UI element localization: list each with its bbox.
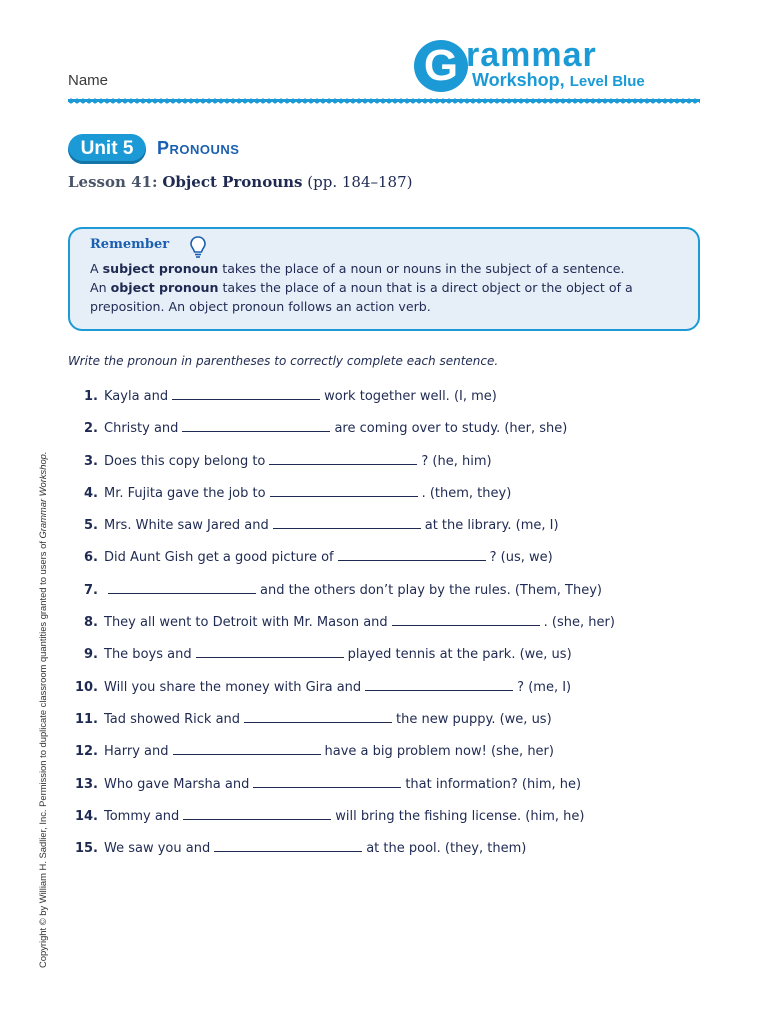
item-after: . (she, her) bbox=[543, 615, 615, 631]
answer-blank[interactable] bbox=[196, 644, 344, 658]
unit-badge: Unit 5 bbox=[68, 134, 146, 164]
exercise-item bbox=[68, 547, 708, 579]
exercise-item bbox=[68, 451, 708, 483]
lightbulb-icon bbox=[188, 235, 208, 259]
directions: Write the pronoun in parentheses to correctly complete each sentence. bbox=[68, 354, 499, 368]
item-number: 7. bbox=[84, 582, 98, 598]
item-number: 6. bbox=[84, 550, 98, 566]
logo-subtitle bbox=[472, 70, 645, 91]
item-after: at the library. (me, I) bbox=[424, 518, 559, 534]
item-number: 3. bbox=[84, 453, 98, 469]
remember-line-2-post: takes the place of a noun that is a direct object or the object of a preposition. An object pronoun follows an action verb. bbox=[90, 280, 633, 314]
answer-blank[interactable] bbox=[338, 547, 486, 561]
exercise-item bbox=[68, 612, 708, 644]
exercise-list bbox=[68, 386, 708, 870]
item-number: 14. bbox=[74, 808, 98, 824]
item-after: that information? (him, he) bbox=[405, 776, 582, 792]
lesson-heading bbox=[68, 173, 412, 191]
logo-initial: G bbox=[414, 40, 468, 92]
item-number: 15. bbox=[74, 841, 98, 857]
copyright-notice bbox=[37, 368, 48, 968]
item-before: They all went to Detroit with Mr. Mason and bbox=[104, 615, 388, 631]
item-after: will bring the fishing license. (him, he) bbox=[335, 808, 585, 824]
item-number: 10. bbox=[74, 679, 98, 695]
exercise-item bbox=[68, 483, 708, 515]
answer-blank[interactable] bbox=[183, 806, 331, 820]
exercise-item bbox=[68, 515, 708, 547]
item-before: Christy and bbox=[104, 421, 179, 437]
item-number: 1. bbox=[84, 389, 98, 404]
item-before: Harry and bbox=[104, 744, 169, 760]
answer-blank[interactable] bbox=[253, 774, 401, 788]
item-before: Does this copy belong to bbox=[104, 453, 266, 469]
item-before: Did Aunt Gish get a good picture of bbox=[104, 550, 334, 566]
item-number: 13. bbox=[74, 776, 98, 792]
item-number: 12. bbox=[74, 744, 98, 760]
exercise-item bbox=[68, 838, 708, 870]
item-number: 11. bbox=[74, 711, 98, 727]
item-after: have a big problem now! (she, her) bbox=[324, 744, 554, 760]
item-after: and the others don’t play by the rules. (Them, They) bbox=[260, 582, 602, 598]
answer-blank[interactable] bbox=[214, 838, 362, 852]
item-after: are coming over to study. (her, she) bbox=[334, 421, 568, 437]
item-after: work together well. (I, me) bbox=[324, 389, 497, 404]
header-divider bbox=[68, 97, 700, 105]
lesson-title: Object Pronouns bbox=[162, 173, 303, 191]
answer-blank[interactable] bbox=[365, 677, 513, 691]
item-number: 8. bbox=[84, 615, 98, 631]
item-after: ? (he, him) bbox=[421, 453, 492, 469]
lesson-pages: (pp. 184–187) bbox=[307, 173, 413, 191]
exercise-item bbox=[68, 418, 708, 450]
term-subject-pronoun: subject pronoun bbox=[102, 261, 219, 276]
exercise-item bbox=[68, 580, 708, 612]
item-before: Mr. Fujita gave the job to bbox=[104, 485, 266, 501]
answer-blank[interactable] bbox=[182, 418, 330, 432]
remember-line-1-post: takes the place of a noun or nouns in the subject of a sentence. bbox=[218, 261, 625, 276]
grammar-workshop-logo bbox=[414, 36, 704, 96]
item-before: Who gave Marsha and bbox=[104, 776, 250, 792]
exercise-item bbox=[68, 644, 708, 676]
logo-level: Level Blue bbox=[569, 73, 645, 90]
remember-line-1-pre: A bbox=[90, 261, 103, 276]
exercise-item bbox=[68, 677, 708, 709]
answer-blank[interactable] bbox=[273, 515, 421, 529]
remember-text bbox=[90, 259, 680, 316]
lesson-number: Lesson 41: bbox=[68, 173, 158, 191]
exercise-item bbox=[68, 774, 708, 806]
remember-box bbox=[68, 227, 700, 331]
term-object-pronoun: object pronoun bbox=[110, 280, 219, 295]
exercise-item bbox=[68, 806, 708, 838]
exercise-item bbox=[68, 741, 708, 773]
answer-blank[interactable] bbox=[270, 483, 418, 497]
item-before: Will you share the money with Gira and bbox=[104, 679, 362, 695]
remember-line-1 bbox=[90, 259, 680, 278]
answer-blank[interactable] bbox=[108, 580, 256, 594]
answer-blank[interactable] bbox=[269, 451, 417, 465]
item-after: ? (me, I) bbox=[517, 679, 572, 695]
remember-line-2-pre: An bbox=[90, 280, 111, 295]
item-number: 9. bbox=[84, 647, 98, 663]
item-before: The boys and bbox=[104, 647, 192, 663]
exercise-item bbox=[68, 709, 708, 741]
answer-blank[interactable] bbox=[244, 709, 392, 723]
item-before: Mrs. White saw Jared and bbox=[104, 518, 269, 534]
remember-label: Remember bbox=[90, 237, 170, 252]
item-before: Tad showed Rick and bbox=[104, 711, 241, 727]
item-before: Kayla and bbox=[104, 389, 169, 404]
copyright-text: Copyright © by William H. Sadlier, Inc. Permission to duplicate classroom quantities granted to users of bbox=[37, 538, 48, 968]
item-after: played tennis at the park. (we, us) bbox=[347, 647, 572, 663]
logo-sub-text: Workshop, bbox=[472, 70, 565, 90]
copyright-book-title: Grammar Workshop. bbox=[37, 451, 48, 539]
item-after: . (them, they) bbox=[421, 485, 512, 501]
remember-line-2 bbox=[90, 278, 680, 316]
item-after: at the pool. (they, them) bbox=[366, 841, 527, 857]
item-after: the new puppy. (we, us) bbox=[396, 711, 552, 727]
unit-title: Pronouns bbox=[157, 138, 240, 158]
item-before: Tommy and bbox=[104, 808, 180, 824]
answer-blank[interactable] bbox=[392, 612, 540, 626]
item-before: We saw you and bbox=[104, 841, 211, 857]
item-number: 2. bbox=[84, 421, 98, 437]
answer-blank[interactable] bbox=[172, 386, 320, 400]
exercise-item bbox=[68, 386, 708, 418]
answer-blank[interactable] bbox=[173, 741, 321, 755]
item-number: 4. bbox=[84, 485, 98, 501]
item-number: 5. bbox=[84, 518, 98, 534]
name-label: Name bbox=[68, 72, 109, 89]
item-after: ? (us, we) bbox=[489, 550, 553, 566]
logo-word: rammar bbox=[466, 36, 597, 74]
